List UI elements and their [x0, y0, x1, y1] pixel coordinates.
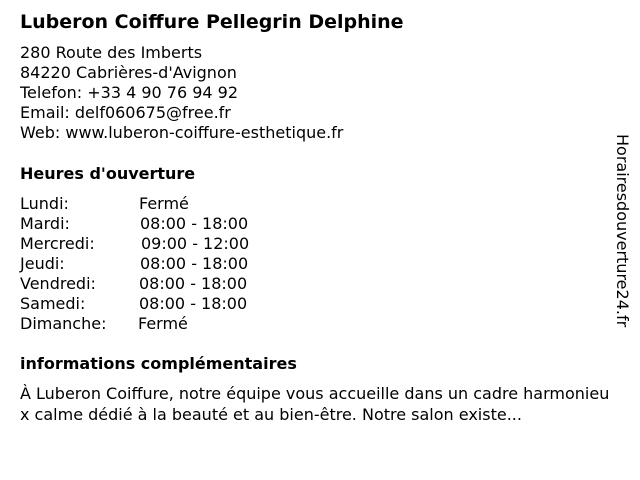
- address-street: 280 Route des Imberts: [20, 43, 203, 62]
- time-value: Fermé: [138, 314, 188, 333]
- phone-number: Telefon: +33 4 90 76 94 92: [20, 83, 239, 102]
- day-label: Dimanche:: [20, 314, 107, 333]
- additional-info-heading: informations complémentaires: [20, 354, 297, 373]
- site-watermark: Horairesdouverture24.fr: [613, 134, 632, 328]
- day-label: Vendredi:: [20, 274, 96, 293]
- hours-row-friday: [20, 274, 320, 294]
- day-label: Lundi:: [20, 194, 69, 213]
- hours-row-monday: [20, 194, 320, 214]
- hours-row-sunday: [20, 314, 320, 334]
- website-link: Web: www.luberon-coiffure-esthetique.fr: [20, 123, 344, 142]
- time-value: 08:00 - 18:00: [139, 274, 248, 293]
- business-name: Luberon Coiffure Pellegrin Delphine: [20, 11, 404, 33]
- day-label: Mercredi:: [20, 234, 95, 253]
- day-label: Jeudi:: [20, 254, 65, 273]
- time-value: Fermé: [139, 194, 189, 213]
- time-value: 08:00 - 18:00: [139, 294, 248, 313]
- additional-info-text: À Luberon Coiffure, notre équipe vous accueille dans un cadre harmonieux calme dédié à la beauté et au bien-être. Notre salon existe...: [20, 384, 610, 424]
- time-value: 08:00 - 18:00: [140, 254, 249, 273]
- contact-block: [20, 43, 343, 143]
- opening-hours-table: [20, 194, 320, 334]
- opening-hours-heading: Heures d'ouverture: [20, 164, 196, 183]
- day-label: Mardi:: [20, 214, 70, 233]
- hours-row-saturday: [20, 294, 320, 314]
- time-value: 08:00 - 18:00: [140, 214, 249, 233]
- address-city: 84220 Cabrières-d'Avignon: [20, 63, 237, 82]
- hours-row-tuesday: [20, 214, 320, 234]
- time-value: 09:00 - 12:00: [141, 234, 250, 253]
- hours-row-wednesday: [20, 234, 320, 254]
- day-label: Samedi:: [20, 294, 86, 313]
- hours-row-thursday: [20, 254, 320, 274]
- email-address: Email: delf060675@free.fr: [20, 103, 231, 122]
